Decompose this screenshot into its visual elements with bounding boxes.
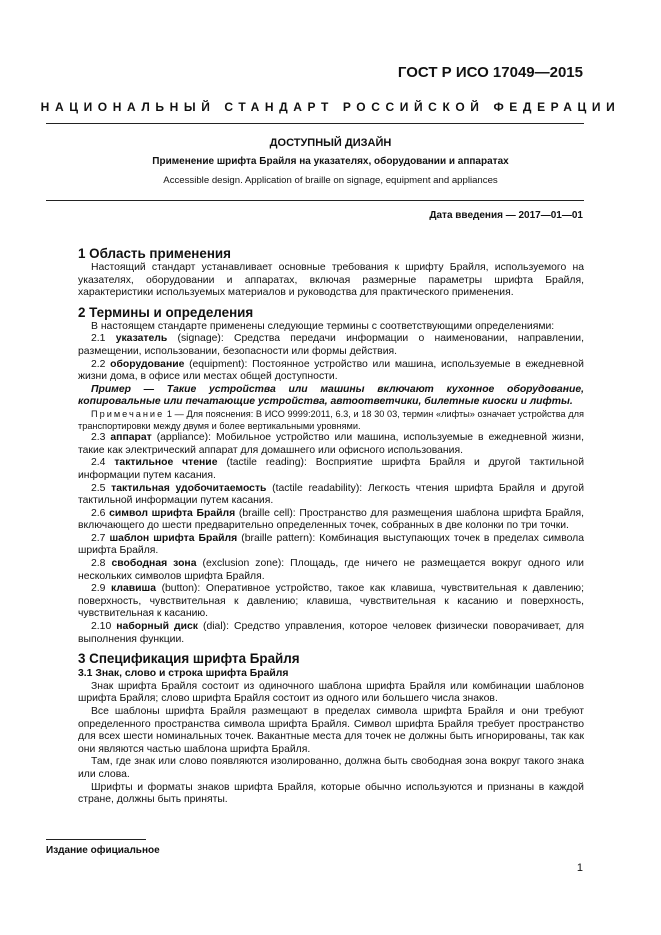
introduction-date: Дата введения — 2017—01—01	[429, 210, 583, 221]
standard-code: ГОСТ Р ИСО 17049—2015	[397, 64, 583, 81]
document-body	[78, 245, 584, 807]
term-name: аппарат	[110, 432, 152, 444]
term-2-10: 2.10 наборный диск (dial): Средство управления, которое человек физически поворачивает, для выполнения функции.	[78, 621, 584, 645]
footer-divider	[46, 839, 146, 840]
header-divider-top	[46, 123, 584, 124]
term-2-3: 2.3 аппарат (appliance): Мобильное устройство или машина, используемые в ежедневной жизни, такие как электрический аппарат для домашнего или офисного использования.	[78, 432, 584, 456]
term-name: клавиша	[111, 583, 156, 595]
spec-paragraph-2: Все шаблоны шрифта Брайля размещают в пределах символа шрифта Брайля и они требуют определенного пространства символа шрифта Брайля. Символ шрифта Брайля требует пространство для всех шести номинальных точек. Вакантные места для точек не должны быть игнорированы, так как они являются частью шаблона шрифта Брайля.	[78, 706, 584, 755]
official-edition-label: Издание официальное	[46, 845, 160, 856]
document-title: ДОСТУПНЫЙ ДИЗАЙН	[269, 137, 392, 149]
term-note: Примечание 1 — Для пояснения: В ИСО 9999:2011, 6.3, и 18 30 03, термин «лифты» означает устройства для транспортировки между двумя и более вертикальными уровнями.	[78, 408, 584, 431]
term-name: тактильная удобочитаемость	[111, 482, 267, 494]
subsection-heading-3-1: 3.1 Знак, слово и строка шрифта Брайля	[78, 668, 289, 680]
term-name: тактильное чтение	[114, 457, 218, 469]
term-2-9: 2.9 клавиша (button): Оперативное устройство, такое как клавиша, чувствительная к давлению; поверхность, чувствительная к давлению; клавиша, чувствительная к касанию и поверхность, чувствительная к касанию.	[78, 583, 584, 620]
document-subtitle: Применение шрифта Брайля на указателях, оборудовании и аппаратах	[152, 156, 509, 167]
term-2-5: 2.5 тактильная удобочитаемость (tactile readability): Легкость чтения шрифта Брайля и другой тактильной информации путем касания.	[78, 482, 584, 507]
term-name: оборудование	[110, 358, 185, 370]
term-2-8: 2.8 свободная зона (exclusion zone): Площадь, где ничего не размещается вокруг одного или нескольких символов шрифта Брайля.	[78, 558, 584, 582]
section-heading-terms: 2 Термины и определения	[78, 304, 254, 320]
term-name: символ шрифта Брайля	[109, 507, 236, 519]
section-heading-scope: 1 Область применения	[78, 246, 231, 261]
term-name: свободная зона	[111, 558, 197, 570]
term-2-7: 2.7 шаблон шрифта Брайля (braille pattern): Комбинация выступающих точек в пределах символа шрифта Брайля.	[78, 532, 584, 557]
scope-paragraph: Настоящий стандарт устанавливает основные требования к шрифту Брайля, используемого на указателях, оборудовании и аппаратах, включая размерные параметры шрифта Брайля, характеристики используемых материалов и руководства для практического применения.	[78, 262, 584, 299]
section-heading-braille-spec: 3 Спецификация шрифта Брайля	[78, 651, 300, 667]
header-divider-bottom	[46, 200, 584, 201]
term-2-6: 2.6 символ шрифта Брайля (braille cell): Пространство для размещения шаблона шрифта Брайля, включающего до шести предварительно определенных точек, собранных в две колонки по три точки.	[78, 507, 584, 532]
term-name: указатель	[115, 333, 168, 345]
english-title: Accessible design. Application of braille on signage, equipment and appliances	[163, 175, 498, 186]
spec-paragraph-4: Шрифты и форматы знаков шрифта Брайля, которые обычно используются и признаны в каждой стране, должны быть приняты.	[78, 781, 584, 806]
term-2-1: 2.1 указатель (signage): Средства передачи информации о наименовании, направлении, размещении, использовании, безопасности или формы действия.	[78, 333, 584, 357]
term-2-2: 2.2 оборудование (equipment): Постоянное устройство или машина, используемые в ежедневной жизни дома, в офисе или местах общей доступности.	[78, 358, 584, 383]
term-name: шаблон шрифта Брайля	[109, 532, 238, 544]
page-number: 1	[576, 862, 583, 874]
national-standard-banner: НАЦИОНАЛЬНЫЙ СТАНДАРТ РОССИЙСКОЙ ФЕДЕРАЦИИ	[40, 100, 621, 114]
spec-paragraph-3: Там, где знак или слово появляются изолированно, должна быть свободная зона вокруг такого знака или слова.	[78, 756, 584, 780]
terms-intro: В настоящем стандарте применены следующие термины с соответствующими определениями:	[91, 320, 555, 332]
term-2-4: 2.4 тактильное чтение (tactile reading): Восприятие шрифта Брайля и другой тактильной информации путем касания.	[78, 457, 584, 481]
term-example: Пример — Такие устройства или машины включают кухонное оборудование, копировальные или печатающие устройства, автоответчики, билетные киоски и лифты.	[78, 383, 584, 408]
term-name: наборный диск	[116, 621, 198, 633]
spec-paragraph-1: Знак шрифта Брайля состоит из одиночного шаблона шрифта Брайля или комбинации шаблонов шрифта Брайля; слово шрифта Брайля состоит из одного или большего числа знаков.	[78, 680, 584, 705]
